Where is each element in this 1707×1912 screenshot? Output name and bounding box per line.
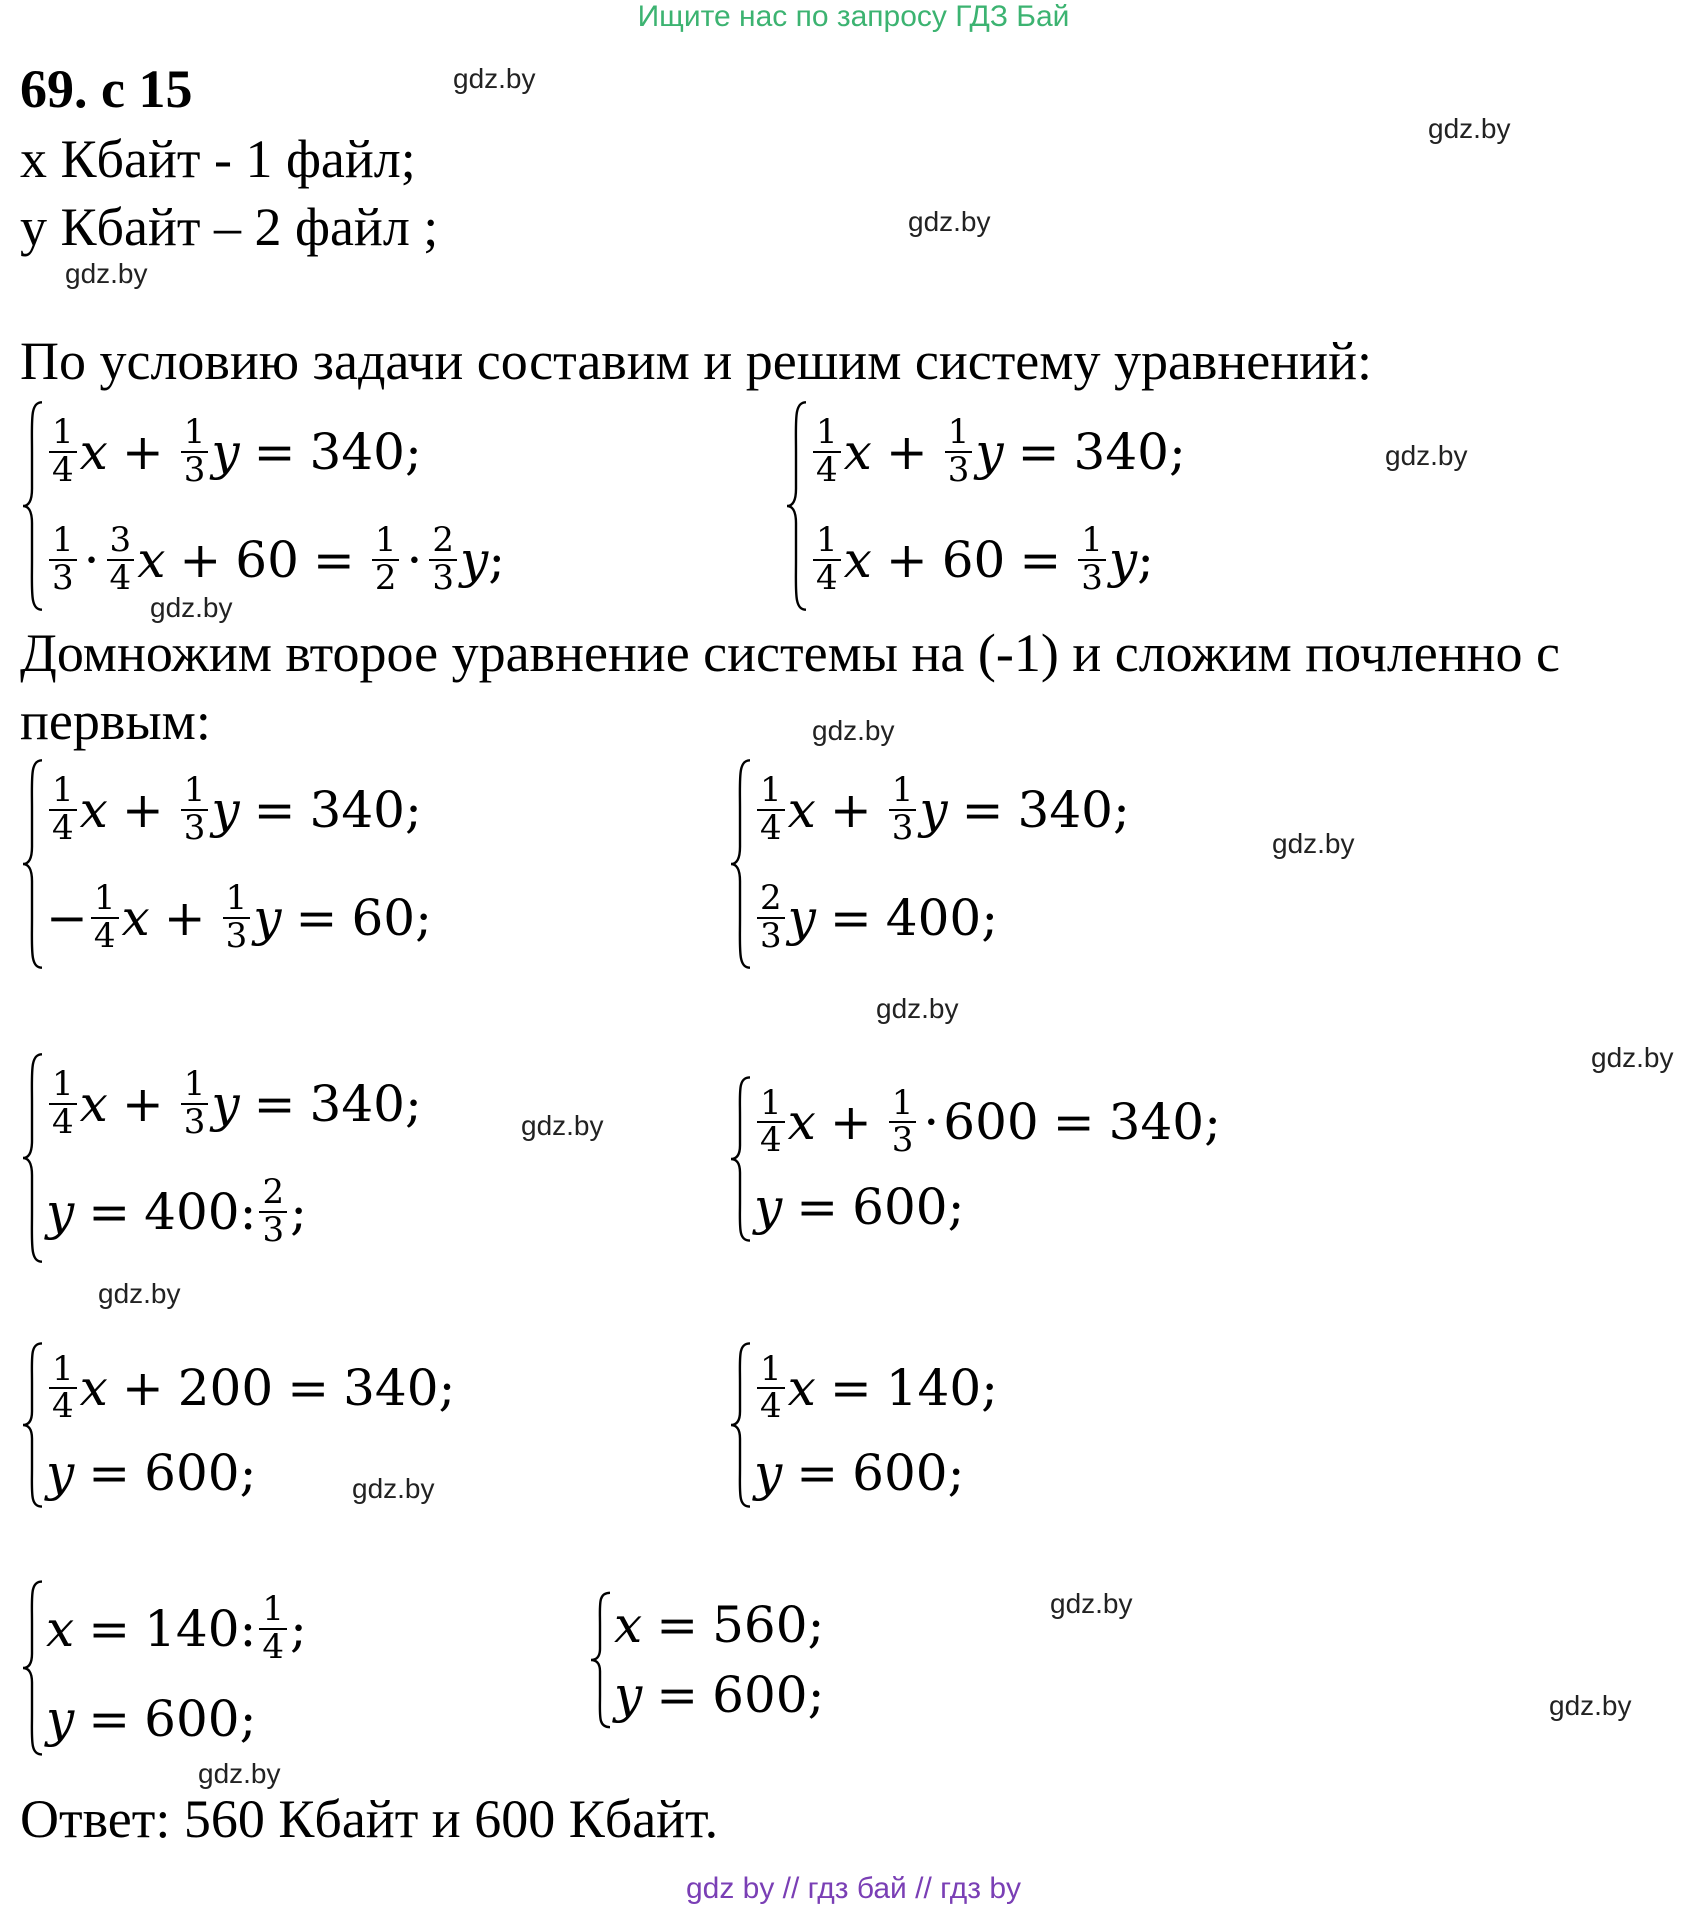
equation: $\frac{1}{4}$ x + 60 = $\frac{1}{3}$ y ;	[810, 523, 1186, 596]
watermark: gdz.by	[150, 592, 233, 623]
watermark: gdz.by	[198, 1758, 281, 1789]
fraction: $\frac{1}{3}$	[49, 523, 77, 596]
watermark: gdz.by	[876, 993, 959, 1024]
equation-system	[728, 1340, 998, 1510]
intro-sentence: По условию задачи составим и решим систему уравнений:	[20, 331, 1372, 391]
equation: x = 560;	[614, 1596, 825, 1654]
watermark: gdz.by	[1591, 1042, 1674, 1073]
equation: $\frac{1}{3}$ · $\frac{3}{4}$ x + 60 = $\frac{1}{2}$ · $\frac{2}{3}$ y ;	[46, 523, 505, 596]
problem-title: 69. с 15	[20, 59, 193, 119]
watermark: gdz.by	[1428, 113, 1511, 144]
equation: y = 400 : $\frac{2}{3}$ ;	[46, 1172, 307, 1250]
left-brace	[784, 398, 810, 614]
watermark: gdz.by	[453, 63, 536, 94]
watermark: gdz.by	[1050, 1588, 1133, 1619]
left-brace	[728, 1074, 754, 1244]
equation: y = 600;	[754, 1444, 965, 1503]
equation-system	[20, 756, 432, 972]
left-brace	[20, 1578, 46, 1758]
equation-system	[588, 1590, 824, 1730]
fraction: $\frac{1}{2}$	[372, 523, 400, 596]
equation: y = 600;	[614, 1666, 825, 1724]
watermark: gdz.by	[98, 1278, 181, 1309]
fraction: $\frac{1}{4}$	[49, 1067, 77, 1140]
equation: $\frac{1}{4}$ x + $\frac{1}{3}$ · 600 = 340;	[754, 1086, 1221, 1159]
fraction: $\frac{1}{4}$	[757, 1086, 785, 1159]
fraction: $\frac{2}{3}$	[259, 1175, 287, 1248]
left-brace	[20, 1050, 46, 1266]
equation: $\frac{1}{4}$ x + $\frac{1}{3}$ y = 340;	[754, 773, 1130, 846]
left-brace	[728, 756, 754, 972]
fraction: $\frac{1}{3}$	[889, 1086, 917, 1159]
equation-system	[728, 1074, 1221, 1244]
equation: − $\frac{1}{4}$ x + $\frac{1}{3}$ y = 60;	[46, 878, 432, 956]
fraction: $\frac{1}{3}$	[181, 1067, 209, 1140]
left-brace	[588, 1590, 614, 1730]
watermark: gdz.by	[908, 206, 991, 237]
footer-links: gdz by // гдз бай // гдз by	[685, 1872, 1022, 1905]
equation: $\frac{1}{4}$ x + $\frac{1}{3}$ y = 340;	[810, 415, 1186, 488]
watermark: gdz.by	[1385, 440, 1468, 471]
fraction: $\frac{1}{4}$	[91, 881, 119, 954]
answer: Ответ: 560 Кбайт и 600 Кбайт.	[20, 1789, 719, 1849]
x-definition: x Кбайт - 1 файл;	[20, 129, 416, 189]
equation: $\frac{1}{4}$ x + $\frac{1}{3}$ y = 340;	[46, 1067, 422, 1140]
fraction: $\frac{1}{4}$	[757, 1352, 785, 1425]
equation: $\frac{1}{4}$ x = 140;	[754, 1352, 998, 1425]
left-brace	[20, 756, 46, 972]
left-brace	[20, 398, 46, 614]
fraction: $\frac{1}{3}$	[223, 881, 251, 954]
watermark: gdz.by	[1549, 1690, 1632, 1721]
equation-system	[784, 398, 1186, 614]
step-sentence-continued: первым:	[20, 691, 211, 751]
fraction: $\frac{1}{3}$	[889, 773, 917, 846]
fraction: $\frac{1}{3}$	[181, 773, 209, 846]
fraction: $\frac{1}{4}$	[49, 415, 77, 488]
fraction: $\frac{1}{4}$	[259, 1592, 287, 1665]
fraction: $\frac{1}{4}$	[49, 1352, 77, 1425]
step-sentence: Домножим второе уравнение системы на (-1) и сложим почленно с	[20, 623, 1561, 683]
equation-system	[20, 1050, 422, 1266]
fraction: $\frac{1}{3}$	[945, 415, 973, 488]
equation: $\frac{1}{4}$ x + $\frac{1}{3}$ y = 340;	[46, 773, 432, 846]
y-definition: y Кбайт – 2 файл ;	[20, 197, 439, 257]
fraction: $\frac{2}{3}$	[429, 523, 457, 596]
watermark: gdz.by	[521, 1110, 604, 1141]
fraction: $\frac{1}{3}$	[1078, 523, 1106, 596]
fraction: $\frac{1}{3}$	[181, 415, 209, 488]
fraction: $\frac{1}{4}$	[757, 773, 785, 846]
fraction: $\frac{1}{4}$	[813, 415, 841, 488]
equation: y = 600;	[754, 1178, 965, 1237]
equation-system	[728, 756, 1130, 972]
equation: y = 600;	[46, 1689, 257, 1748]
equation-system	[20, 1340, 455, 1510]
fraction: $\frac{1}{4}$	[49, 773, 77, 846]
watermark: gdz.by	[65, 258, 148, 289]
watermark: gdz.by	[352, 1473, 435, 1504]
left-brace	[728, 1340, 754, 1510]
equation: y = 600;	[46, 1444, 257, 1503]
equation-system	[20, 398, 505, 614]
equation: $\frac{1}{4}$ x + $\frac{1}{3}$ y = 340;	[46, 415, 505, 488]
equation: x = 140 : $\frac{1}{4}$ ;	[46, 1589, 307, 1667]
watermark: gdz.by	[812, 715, 895, 746]
left-brace	[20, 1340, 46, 1510]
fraction: $\frac{2}{3}$	[757, 881, 785, 954]
equation-system	[20, 1578, 307, 1758]
equation: $\frac{2}{3}$ y = 400;	[754, 881, 1130, 954]
watermark: gdz.by	[1272, 828, 1355, 859]
fraction: $\frac{3}{4}$	[107, 523, 135, 596]
equation: $\frac{1}{4}$ x + 200 = 340;	[46, 1352, 455, 1425]
fraction: $\frac{1}{4}$	[813, 523, 841, 596]
top-banner: Ищите нас по запросу ГДЗ Бай	[637, 0, 1070, 33]
